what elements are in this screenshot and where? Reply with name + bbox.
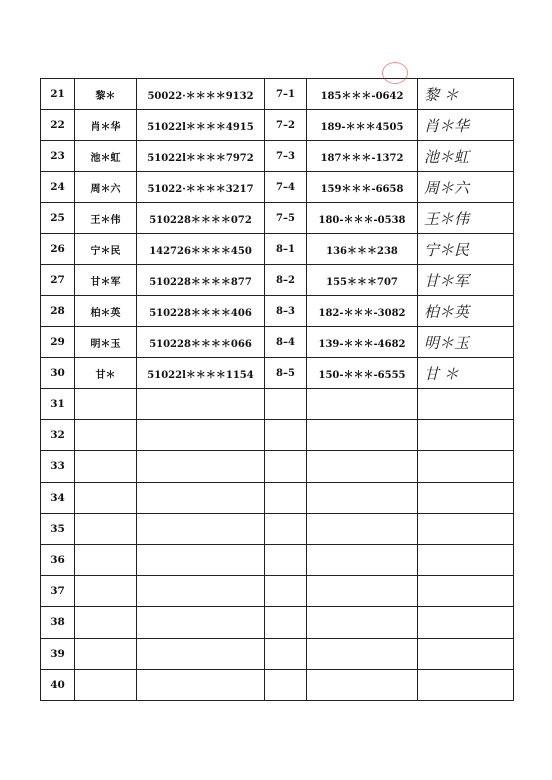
unit-number <box>265 638 307 669</box>
id-number <box>137 420 265 451</box>
resident-name <box>75 482 137 513</box>
resident-name: 黎＊ <box>75 79 137 110</box>
table-row <box>41 79 514 110</box>
unit-number <box>265 420 307 451</box>
register-sheet <box>40 78 513 701</box>
id-number: 51022·＊＊＊＊3217 <box>137 172 265 203</box>
row-number: 39 <box>41 638 75 669</box>
row-number: 40 <box>41 669 75 700</box>
resident-name: 王＊伟 <box>75 203 137 234</box>
row-number: 34 <box>41 482 75 513</box>
resident-name <box>75 669 137 700</box>
row-number: 31 <box>41 389 75 420</box>
phone-number <box>307 482 418 513</box>
handwritten-signature: 甘＊军 <box>418 265 514 296</box>
table-row <box>41 296 514 327</box>
id-number <box>137 544 265 575</box>
table-row <box>41 265 514 296</box>
phone-number: 150-＊＊＊-6555 <box>307 358 418 389</box>
phone-number <box>307 669 418 700</box>
table-row <box>41 389 514 420</box>
phone-number: 185＊＊＊-0642 <box>307 79 418 110</box>
row-number: 37 <box>41 576 75 607</box>
id-number: 142726＊＊＊＊450 <box>137 234 265 265</box>
phone-number: 139-＊＊＊-4682 <box>307 327 418 358</box>
id-number <box>137 451 265 482</box>
handwritten-signature <box>418 482 514 513</box>
handwritten-signature: 王＊伟 <box>418 203 514 234</box>
resident-name: 明＊玉 <box>75 327 137 358</box>
handwritten-signature <box>418 669 514 700</box>
row-number: 26 <box>41 234 75 265</box>
id-number <box>137 576 265 607</box>
row-number: 23 <box>41 141 75 172</box>
table-row <box>41 513 514 544</box>
id-number: 51022l＊＊＊＊1154 <box>137 358 265 389</box>
phone-number: 155＊＊＊707 <box>307 265 418 296</box>
row-number: 29 <box>41 327 75 358</box>
row-number: 27 <box>41 265 75 296</box>
resident-name <box>75 544 137 575</box>
resident-name: 池＊虹 <box>75 141 137 172</box>
unit-number: 8–4 <box>265 327 307 358</box>
unit-number <box>265 389 307 420</box>
table-row <box>41 544 514 575</box>
table-row <box>41 669 514 700</box>
resident-name: 柏＊英 <box>75 296 137 327</box>
handwritten-signature: 甘 ＊ <box>418 358 514 389</box>
unit-number: 7–2 <box>265 110 307 141</box>
row-number: 22 <box>41 110 75 141</box>
row-number: 21 <box>41 79 75 110</box>
resident-name <box>75 638 137 669</box>
table-row <box>41 576 514 607</box>
resident-name: 肖＊华 <box>75 110 137 141</box>
row-number: 32 <box>41 420 75 451</box>
table-row <box>41 420 514 451</box>
id-number: 51022l＊＊＊＊7972 <box>137 141 265 172</box>
phone-number <box>307 451 418 482</box>
phone-number: 182-＊＊＊-3082 <box>307 296 418 327</box>
handwritten-signature <box>418 638 514 669</box>
register-table-body <box>41 79 514 701</box>
table-row <box>41 141 514 172</box>
resident-name <box>75 576 137 607</box>
handwritten-signature: 肖＊华 <box>418 110 514 141</box>
phone-number: 159＊＊＊-6658 <box>307 172 418 203</box>
handwritten-signature: 明＊玉 <box>418 327 514 358</box>
id-number <box>137 513 265 544</box>
resident-name <box>75 389 137 420</box>
unit-number <box>265 544 307 575</box>
resident-name <box>75 607 137 638</box>
resident-name <box>75 513 137 544</box>
phone-number <box>307 638 418 669</box>
unit-number: 7–5 <box>265 203 307 234</box>
row-number: 30 <box>41 358 75 389</box>
table-row <box>41 327 514 358</box>
row-number: 25 <box>41 203 75 234</box>
resident-name: 宁＊民 <box>75 234 137 265</box>
id-number <box>137 607 265 638</box>
resident-name <box>75 420 137 451</box>
handwritten-signature: 柏＊英 <box>418 296 514 327</box>
phone-number <box>307 607 418 638</box>
id-number: 510228＊＊＊＊066 <box>137 327 265 358</box>
handwritten-signature <box>418 576 514 607</box>
id-number: 510228＊＊＊＊406 <box>137 296 265 327</box>
table-row <box>41 172 514 203</box>
unit-number: 8–1 <box>265 234 307 265</box>
unit-number: 8–2 <box>265 265 307 296</box>
handwritten-signature <box>418 607 514 638</box>
phone-number <box>307 576 418 607</box>
id-number <box>137 669 265 700</box>
id-number <box>137 482 265 513</box>
unit-number: 7–3 <box>265 141 307 172</box>
resident-name: 甘＊ <box>75 358 137 389</box>
handwritten-signature: 池＊虹 <box>418 141 514 172</box>
unit-number: 8–3 <box>265 296 307 327</box>
row-number: 38 <box>41 607 75 638</box>
id-number: 510228＊＊＊＊072 <box>137 203 265 234</box>
phone-number: 136＊＊＊238 <box>307 234 418 265</box>
phone-number <box>307 420 418 451</box>
red-stamp-mark <box>382 62 408 84</box>
phone-number: 189-＊＊＊4505 <box>307 110 418 141</box>
phone-number: 187＊＊＊-1372 <box>307 141 418 172</box>
handwritten-signature: 周＊六 <box>418 172 514 203</box>
unit-number <box>265 669 307 700</box>
row-number: 28 <box>41 296 75 327</box>
table-row <box>41 451 514 482</box>
row-number: 35 <box>41 513 75 544</box>
register-table <box>40 78 514 701</box>
handwritten-signature <box>418 544 514 575</box>
phone-number: 180-＊＊＊-0538 <box>307 203 418 234</box>
id-number: 510228＊＊＊＊877 <box>137 265 265 296</box>
table-row <box>41 638 514 669</box>
table-row <box>41 234 514 265</box>
unit-number <box>265 513 307 544</box>
handwritten-signature <box>418 513 514 544</box>
handwritten-signature <box>418 389 514 420</box>
table-row <box>41 358 514 389</box>
resident-name <box>75 451 137 482</box>
unit-number <box>265 576 307 607</box>
id-number <box>137 389 265 420</box>
unit-number: 8–5 <box>265 358 307 389</box>
id-number: 50022·＊＊＊＊9132 <box>137 79 265 110</box>
unit-number <box>265 451 307 482</box>
handwritten-signature <box>418 451 514 482</box>
phone-number <box>307 513 418 544</box>
table-row <box>41 203 514 234</box>
handwritten-signature <box>418 420 514 451</box>
row-number: 24 <box>41 172 75 203</box>
phone-number <box>307 389 418 420</box>
unit-number <box>265 482 307 513</box>
phone-number <box>307 544 418 575</box>
handwritten-signature: 宁＊民 <box>418 234 514 265</box>
table-row <box>41 482 514 513</box>
unit-number: 7–4 <box>265 172 307 203</box>
handwritten-signature: 黎 ＊ <box>418 79 514 110</box>
resident-name: 甘＊军 <box>75 265 137 296</box>
id-number: 51022l＊＊＊＊4915 <box>137 110 265 141</box>
unit-number <box>265 607 307 638</box>
id-number <box>137 638 265 669</box>
resident-name: 周＊六 <box>75 172 137 203</box>
table-row <box>41 110 514 141</box>
row-number: 36 <box>41 544 75 575</box>
unit-number: 7–1 <box>265 79 307 110</box>
table-row <box>41 607 514 638</box>
row-number: 33 <box>41 451 75 482</box>
